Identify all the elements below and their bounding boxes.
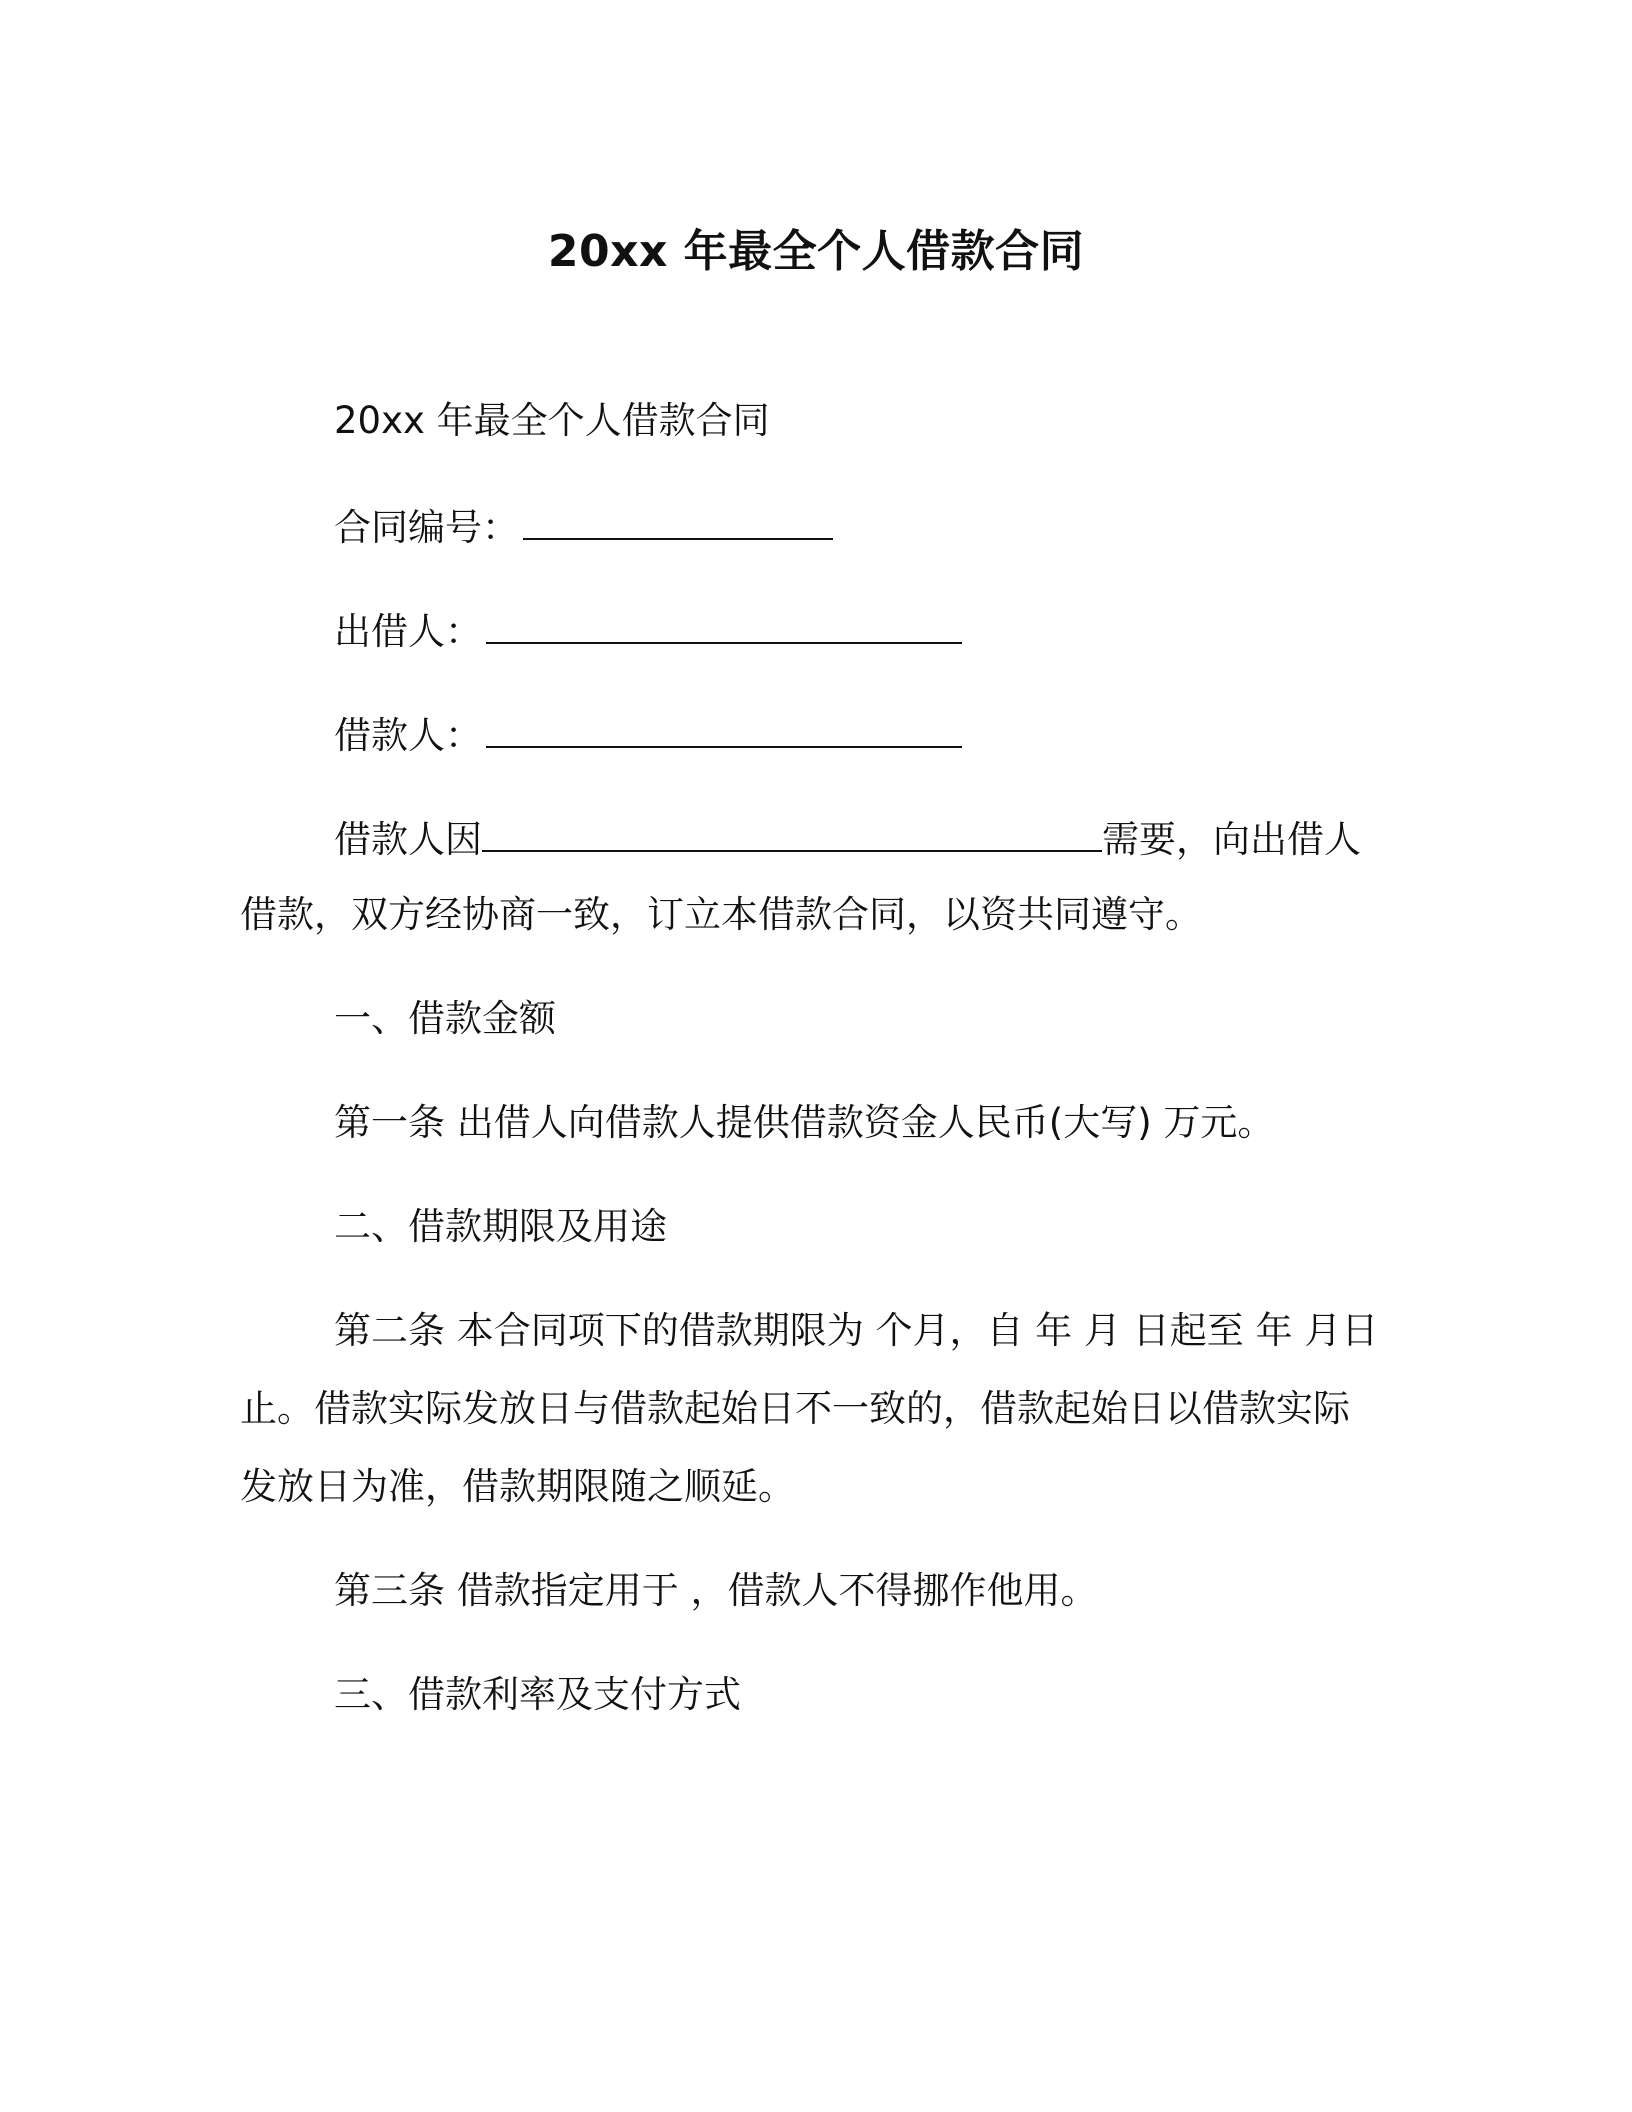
contract-number-field [334, 500, 833, 553]
section-1-heading: 一、借款金额 [334, 997, 556, 1040]
document-title: 20xx 年最全个人借款合同 [547, 226, 1085, 277]
intro-line-2: 借款，双方经协商一致，订立本借款合同，以资共同遵守。 [240, 893, 1202, 936]
article-1: 第一条 出借人向借款人提供借款资金人民币(大写) 万元。 [334, 1101, 1275, 1144]
lender-field [334, 604, 962, 657]
section-2-heading: 二、借款期限及用途 [334, 1205, 667, 1248]
borrower-field [334, 708, 962, 761]
lender-label: 出借人： [334, 610, 482, 653]
contract-number-blank [523, 500, 833, 540]
purpose-blank [482, 812, 1102, 852]
article-2-line-3: 发放日为准，借款期限随之顺延。 [240, 1465, 795, 1508]
document-subtitle: 20xx 年最全个人借款合同 [334, 399, 770, 442]
borrower-label: 借款人： [334, 714, 482, 757]
intro-suffix: 需要，向出借人 [1102, 818, 1361, 861]
lender-blank [486, 604, 962, 644]
intro-line-1 [334, 812, 1361, 865]
intro-prefix: 借款人因 [334, 818, 482, 861]
article-3: 第三条 借款指定用于 ，借款人不得挪作他用。 [334, 1569, 1098, 1612]
section-3-heading: 三、借款利率及支付方式 [334, 1673, 741, 1716]
borrower-blank [486, 708, 962, 748]
article-2-line-2: 止。借款实际发放日与借款起始日不一致的，借款起始日以借款实际 [240, 1387, 1350, 1430]
article-2-line-1: 第二条 本合同项下的借款期限为 个月，自 年 月 日起至 年 月日 [334, 1309, 1379, 1352]
contract-number-label: 合同编号： [334, 506, 519, 549]
